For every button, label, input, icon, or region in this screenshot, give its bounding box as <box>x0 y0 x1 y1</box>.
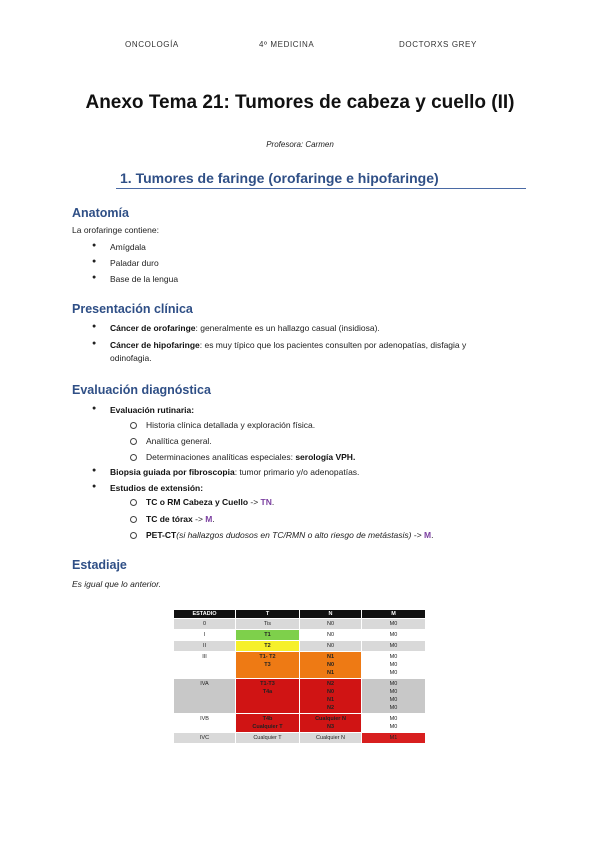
sub-item: TC de tórax -> M. <box>146 514 215 524</box>
table-row <box>174 652 426 679</box>
item-bold: TC de tórax <box>146 514 193 524</box>
list-item: Amígdala <box>110 242 146 252</box>
m-cell: M0 <box>362 630 426 641</box>
stage-cell: III <box>174 652 236 679</box>
table-header: T <box>236 610 300 619</box>
sub-bullet <box>130 454 137 461</box>
table-row <box>174 641 426 652</box>
item-bold: Evaluación rutinaria <box>110 405 192 415</box>
header-subject: ONCOLOGÍA <box>125 40 179 49</box>
n-cell: N0 <box>300 630 362 641</box>
n-cell: N2 N0 N1 N2 <box>300 679 362 714</box>
item-text-cont: odinofagia. <box>110 353 152 363</box>
m-cell: M0 M0 <box>362 714 426 733</box>
t-cell: T2 <box>236 641 300 652</box>
t-cell: Tis <box>236 619 300 630</box>
sub-bullet <box>130 516 137 523</box>
bullet: ● <box>92 242 97 249</box>
sub-item: PET-CT(si hallazgos dudosos en TC/RMN o alto riesgo de metástasis) -> M. <box>146 530 434 540</box>
n-cell: Cualquier N <box>300 733 362 744</box>
sub-bullet <box>130 422 137 429</box>
bullet: ● <box>92 405 97 412</box>
n-cell: Cualquier N N3 <box>300 714 362 733</box>
sub-item: TC o RM Cabeza y Cuello -> TN. <box>146 497 275 507</box>
estadiaje-text: Es igual que lo anterior. <box>72 579 161 589</box>
staging-table <box>173 609 426 744</box>
bullet: ● <box>92 274 97 281</box>
t-cell: T1-T3 T4a <box>236 679 300 714</box>
item-text: : es muy típico que los pacientes consulten por adenopatías, disfagia y <box>199 340 467 350</box>
table-header: ESTADIO <box>174 610 236 619</box>
n-cell: N0 <box>300 619 362 630</box>
sub-bullet <box>130 532 137 539</box>
page-title: Anexo Tema 21: Tumores de cabeza y cuello (II) <box>85 92 515 113</box>
header-author: DOCTORXS GREY <box>399 40 477 49</box>
anatomia-intro: La orofaringe contiene: <box>72 225 159 235</box>
table-row <box>174 679 426 714</box>
bullet: ● <box>92 258 97 265</box>
m-cell: M0 <box>362 641 426 652</box>
bullet: ● <box>92 483 97 490</box>
item-bold: Biopsia guiada por fibroscopia <box>110 467 235 477</box>
table-header: M <box>362 610 426 619</box>
bullet: ● <box>92 323 97 330</box>
n-cell: N1 N0 N1 <box>300 652 362 679</box>
list-item <box>110 340 530 351</box>
item-text: -> <box>411 530 425 540</box>
m-cell: M0 <box>362 619 426 630</box>
professor: Profesora: Carmen <box>266 140 334 149</box>
table-row <box>174 733 426 744</box>
table-row <box>174 714 426 733</box>
presentacion-heading: Presentación clínica <box>72 302 193 316</box>
item-bold: Cáncer de orofaringe <box>110 323 196 333</box>
t-cell: T4b Cualquier T <box>236 714 300 733</box>
list-item <box>110 467 359 478</box>
t-cell: T1- T2 T3 <box>236 652 300 679</box>
item-bold: PET-CT <box>146 530 177 540</box>
item-text: Determinaciones analíticas especiales: <box>146 452 296 462</box>
t-cell: T1 <box>236 630 300 641</box>
item-bold: TC o RM Cabeza y Cuello <box>146 497 249 507</box>
item-tag: M <box>205 514 213 524</box>
item-tag: M <box>424 530 432 540</box>
evaluacion-heading: Evaluación diagnóstica <box>72 383 211 397</box>
item-italic: (si hallazgos dudosos en TC/RMN o alto riesgo de metástasis) <box>176 530 412 540</box>
table-row <box>174 619 426 630</box>
stage-cell: IVB <box>174 714 236 733</box>
item-text: : generalmente es un hallazgo casual (insidiosa). <box>195 323 380 333</box>
stage-cell: IVC <box>174 733 236 744</box>
list-item: Paladar duro <box>110 258 159 268</box>
item-bold: Cáncer de hipofaringe <box>110 340 200 350</box>
stage-cell: II <box>174 641 236 652</box>
section-title: 1. Tumores de faringe (orofaringe e hipofaringe) <box>120 170 439 186</box>
sub-item: Historia clínica detallada y exploración física. <box>146 420 316 430</box>
list-item: Base de la lengua <box>110 274 179 284</box>
sub-item <box>146 452 355 463</box>
section-underline <box>116 188 526 189</box>
item-tag: TN <box>260 497 272 507</box>
list-item: Estudios de extensión: <box>110 483 204 493</box>
sub-item: Analítica general. <box>146 436 212 446</box>
m-cell: M1 <box>362 733 426 744</box>
item-bold: serología VPH. <box>295 452 356 462</box>
list-item <box>110 323 380 334</box>
sub-bullet <box>130 438 137 445</box>
table-row <box>174 630 426 641</box>
anatomia-heading: Anatomía <box>72 206 129 220</box>
sub-bullet <box>130 499 137 506</box>
item-bold: Estudios de extensión <box>110 483 201 493</box>
m-cell: M0 M0 M0 <box>362 652 426 679</box>
stage-cell: I <box>174 630 236 641</box>
t-cell: Cualquier T <box>236 733 300 744</box>
n-cell: N0 <box>300 641 362 652</box>
list-item: Evaluación rutinaria: <box>110 405 195 415</box>
item-text: -> <box>248 497 261 507</box>
estadiaje-heading: Estadiaje <box>72 558 127 572</box>
table-header: N <box>300 610 362 619</box>
stage-cell: IVA <box>174 679 236 714</box>
bullet: ● <box>92 340 97 347</box>
header-course: 4º MEDICINA <box>259 40 315 49</box>
bullet: ● <box>92 467 97 474</box>
item-text: : tumor primario y/o adenopatías. <box>234 467 360 477</box>
item-text: -> <box>192 514 206 524</box>
stage-cell: 0 <box>174 619 236 630</box>
m-cell: M0 M0 M0 M0 <box>362 679 426 714</box>
